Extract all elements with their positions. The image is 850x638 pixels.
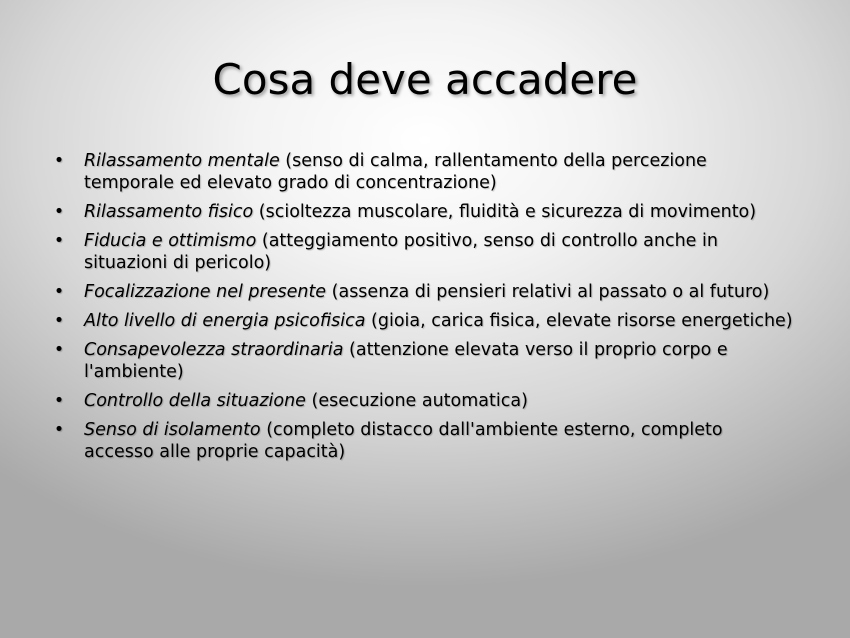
bullet-term: Focalizzazione nel presente [84,282,327,302]
bullet-item [50,419,795,463]
bullet-description: (attenzione elevata verso il proprio corpo e l'ambiente) [84,340,728,382]
bullet-term: Alto livello di energia psicofisica [84,311,366,331]
bullet-description: (senso di calma, rallentamento della percezione temporale ed elevato grado di concentrazione) [84,151,707,193]
bullet-item [50,201,795,223]
bullet-description: (completo distacco dall'ambiente esterno, completo accesso alle proprie capacità) [84,420,723,462]
bullet-icon: • [53,340,65,360]
slide-title: Cosa deve accadere [212,55,638,104]
bullet-item [50,310,795,332]
bullet-description: (atteggiamento positivo, senso di controllo anche in situazioni di pericolo) [84,231,718,273]
bullet-description: (scioltezza muscolare, fluidità e sicurezza di movimento) [253,202,757,222]
bullet-icon: • [53,151,65,171]
bullet-icon: • [53,420,65,440]
bullet-description: (esecuzione automatica) [305,391,528,411]
bullet-item [50,390,795,412]
bullet-term: Fiducia e ottimismo [84,231,257,251]
bullet-description: (assenza di pensieri relativi al passato o al futuro) [326,282,770,302]
bullet-icon: • [53,202,65,222]
bullet-term: Senso di isolamento [84,420,261,440]
bullet-term: Controllo della situazione [84,391,306,411]
bullet-list [50,150,795,470]
bullet-item [50,150,795,194]
bullet-term: Rilassamento mentale [84,151,280,171]
bullet-term: Consapevolezza straordinaria [84,340,344,360]
bullet-item [50,281,795,303]
bullet-item [50,230,795,274]
bullet-item [50,339,795,383]
bullet-term: Rilassamento fisico [84,202,254,222]
bullet-icon: • [53,231,65,251]
bullet-icon: • [53,391,65,411]
bullet-icon: • [53,282,65,302]
bullet-icon: • [53,311,65,331]
bullet-description: (gioia, carica fisica, elevate risorse energetiche) [365,311,793,331]
